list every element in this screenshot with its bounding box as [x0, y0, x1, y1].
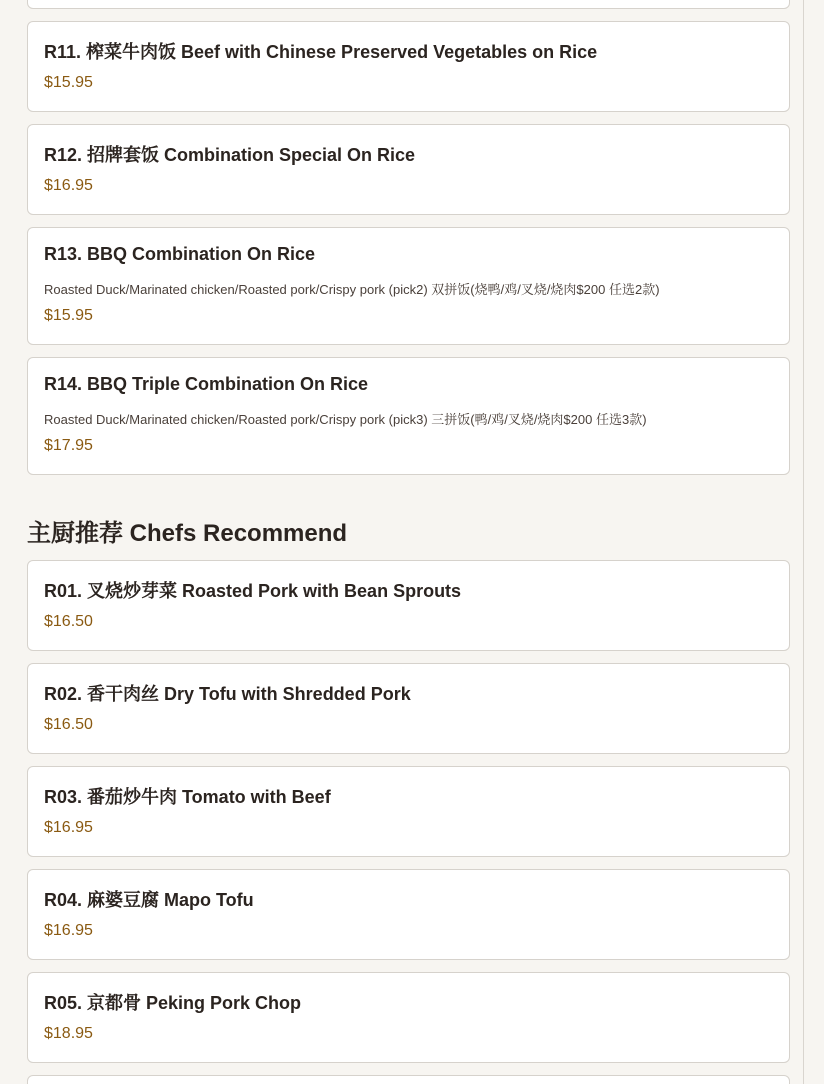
menu-item-card-r11[interactable] — [27, 21, 790, 112]
menu-item-name: R04. 麻婆豆腐 Mapo Tofu — [44, 890, 254, 910]
menu-item-card-r04[interactable] — [27, 869, 790, 960]
menu-item-price: $16.95 — [44, 922, 93, 939]
section-heading-chefs-recommend: 主厨推荐 Chefs Recommend — [27, 520, 348, 547]
menu-item-card-r14[interactable] — [27, 357, 790, 475]
menu-item-price: $18.95 — [44, 1025, 93, 1042]
menu-item-card-r12[interactable] — [27, 124, 790, 215]
menu-item-name: R11. 榨菜牛肉饭 Beef with Chinese Preserved Vegetables on Rice — [44, 42, 598, 62]
menu-item-name: R01. 叉烧炒芽菜 Roasted Pork with Bean Sprouts — [44, 581, 462, 601]
menu-item-price: $15.95 — [44, 307, 93, 324]
menu-item-name: R05. 京都骨 Peking Pork Chop — [44, 993, 302, 1013]
menu-item-description: Roasted Duck/Marinated chicken/Roasted pork/Crispy pork (pick3) 三拼饭(鸭/鸡/叉烧/烧肉$200 任选3款) — [44, 412, 647, 427]
menu-item-name: R13. BBQ Combination On Rice — [44, 244, 316, 264]
menu-item-name: R02. 香干肉丝 Dry Tofu with Shredded Pork — [44, 684, 411, 704]
menu-item-card-r13[interactable] — [27, 227, 790, 345]
menu-item-description: Roasted Duck/Marinated chicken/Roasted pork/Crispy pork (pick2) 双拼饭(烧鸭/鸡/叉烧/烧肉$200 任选2款) — [44, 282, 660, 297]
menu-item-card-r05[interactable] — [27, 972, 790, 1063]
menu-item-price: $17.95 — [44, 437, 93, 454]
menu-item-name: R03. 番茄炒牛肉 Tomato with Beef — [44, 787, 331, 807]
menu-item-price: $15.95 — [44, 74, 93, 91]
menu-item-price: $16.95 — [44, 819, 93, 836]
menu-item-price: $16.50 — [44, 716, 93, 733]
menu-item-card-partial-top[interactable] — [27, 0, 790, 9]
menu-item-price: $16.95 — [44, 177, 93, 194]
menu-item-name: R12. 招牌套饭 Combination Special On Rice — [44, 145, 416, 165]
menu-item-name: R14. BBQ Triple Combination On Rice — [44, 374, 369, 394]
content-edge-divider — [803, 0, 804, 1084]
menu-item-card-r02[interactable] — [27, 663, 790, 754]
menu-item-card-partial-bottom[interactable] — [27, 1075, 790, 1084]
menu-item-card-r01[interactable] — [27, 560, 790, 651]
menu-item-card-r03[interactable] — [27, 766, 790, 857]
menu-item-price: $16.50 — [44, 613, 93, 630]
